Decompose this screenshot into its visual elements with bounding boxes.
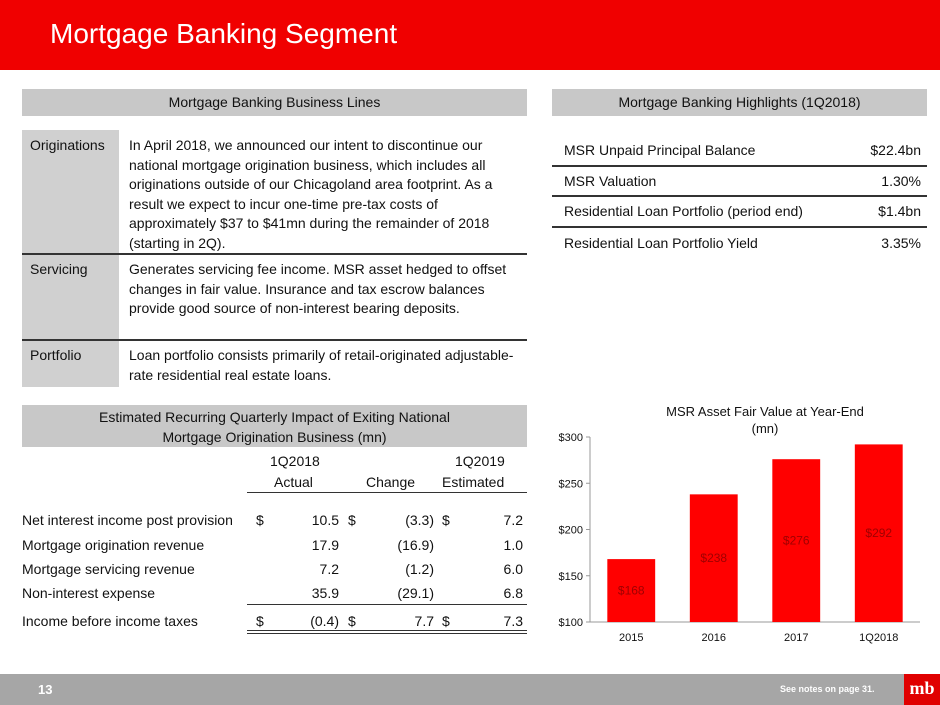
business-line-row [22,254,527,340]
subtotal-underline [247,604,527,605]
value-change: 7.7 [414,613,434,629]
row-label: Non-interest expense [22,585,156,601]
row-divider [22,339,527,341]
value-change: (1.2) [405,561,434,577]
title-bar [0,0,940,70]
value-change: (16.9) [397,537,434,553]
business-line-text: Generates servicing fee income. MSR asset hedged to offset changes in fair value. Insurance and tax escrow balances provide good source of non-interest bearing deposits. [129,261,507,316]
row-label: Mortgage origination revenue [22,537,205,553]
value-estimated: 6.0 [503,561,523,577]
business-line-label: Originations [22,130,119,254]
col-header-change: Change [366,474,416,490]
bar-data-label: $276 [782,533,810,548]
highlight-row [552,197,927,228]
footer-notes: See notes on page 31. [780,684,875,694]
business-line-text: Loan portfolio consists primarily of retail-originated adjustable-rate residential real estate loans. [129,347,514,383]
row-label: Mortgage servicing revenue [22,561,195,577]
page-title: Mortgage Banking Segment [50,18,398,49]
page-number: 13 [38,682,53,697]
business-line-text: In April 2018, we announced our intent to discontinue our national mortgage origination business, which includes all originations outside of our Chicagoland area footprint. As a result we expect to incur one-time pre-tax costs of approximately $37 to $41mn during the remainder of 2018 (starting in 2Q). [129,137,493,251]
currency-symbol: $ [256,613,264,629]
currency-symbol: $ [442,613,450,629]
bar-data-label: $238 [700,551,728,566]
x-tick-label: 2016 [701,632,726,644]
bar-data-label: $292 [865,526,893,541]
business-line-row [22,340,527,387]
x-tick-label: 2015 [619,632,644,644]
value-estimated: 6.8 [503,585,523,601]
business-line-row [22,130,527,254]
chart-title-main: MSR Asset Fair Value at Year-End [666,404,864,419]
business-line-label: Servicing [22,254,119,340]
x-tick-label: 2017 [784,632,809,644]
row-label: Income before income taxes [22,613,198,629]
value-actual: (0.4) [310,613,339,629]
col-header-actual: Actual [274,474,313,490]
business-line-label: Portfolio [22,340,119,387]
highlight-row [552,136,927,167]
value-estimated: 1.0 [503,537,523,553]
x-tick-label: 1Q2018 [859,632,899,644]
currency-symbol: $ [348,512,356,528]
highlight-row [552,167,927,198]
highlight-value: 3.35% [881,234,921,251]
value-estimated: 7.2 [503,512,523,528]
business-lines-heading: Mortgage Banking Business Lines [22,89,527,116]
total-double-underline [247,630,527,631]
value-actual: 7.2 [319,561,339,577]
value-actual: 35.9 [311,585,339,601]
col-header-estimated: Estimated [442,474,505,490]
value-actual: 17.9 [311,537,339,553]
footer-bar [0,674,940,705]
mb-logo: mb [904,674,940,705]
highlight-row [552,228,927,259]
value-change: (29.1) [397,585,434,601]
value-change: (3.3) [405,512,434,528]
highlight-label: MSR Valuation [564,172,657,189]
highlights-heading: Mortgage Banking Highlights (1Q2018) [552,89,927,116]
estimated-impact-title-line1: Estimated Recurring Quarterly Impact of Exiting National [99,409,450,425]
highlight-value: $22.4bn [870,142,921,159]
bar-data-label: $168 [617,583,645,598]
y-tick-label: $150 [558,570,583,583]
highlight-label: MSR Unpaid Principal Balance [564,142,756,159]
header-underline [247,492,527,493]
y-tick-label: $250 [558,478,583,491]
business-lines-table [22,130,527,387]
highlight-label: Residential Loan Portfolio (period end) [564,203,803,220]
y-tick-label: $300 [558,432,583,444]
estimated-impact-title-line2: Mortgage Origination Business (mn) [162,429,387,445]
y-tick-label: $200 [558,524,583,537]
total-double-underline [247,633,527,634]
value-estimated: 7.3 [503,613,523,629]
highlight-label: Residential Loan Portfolio Yield [564,234,758,251]
row-label: Net interest income post provision [22,512,233,528]
estimated-impact-heading [22,405,527,447]
col-header-1q2019: 1Q2019 [455,453,505,469]
col-header-1q2018: 1Q2018 [270,453,320,469]
highlight-value: $1.4bn [878,203,921,220]
value-actual: 10.5 [311,512,339,528]
currency-symbol: $ [256,512,264,528]
msr-bar-chart [540,425,930,655]
highlight-value: 1.30% [881,172,921,189]
row-divider [22,253,527,255]
currency-symbol: $ [442,512,450,528]
highlights-table [552,136,927,258]
chart-title-unit: (mn) [751,421,779,436]
currency-symbol: $ [348,613,356,629]
y-tick-label: $100 [558,617,583,629]
